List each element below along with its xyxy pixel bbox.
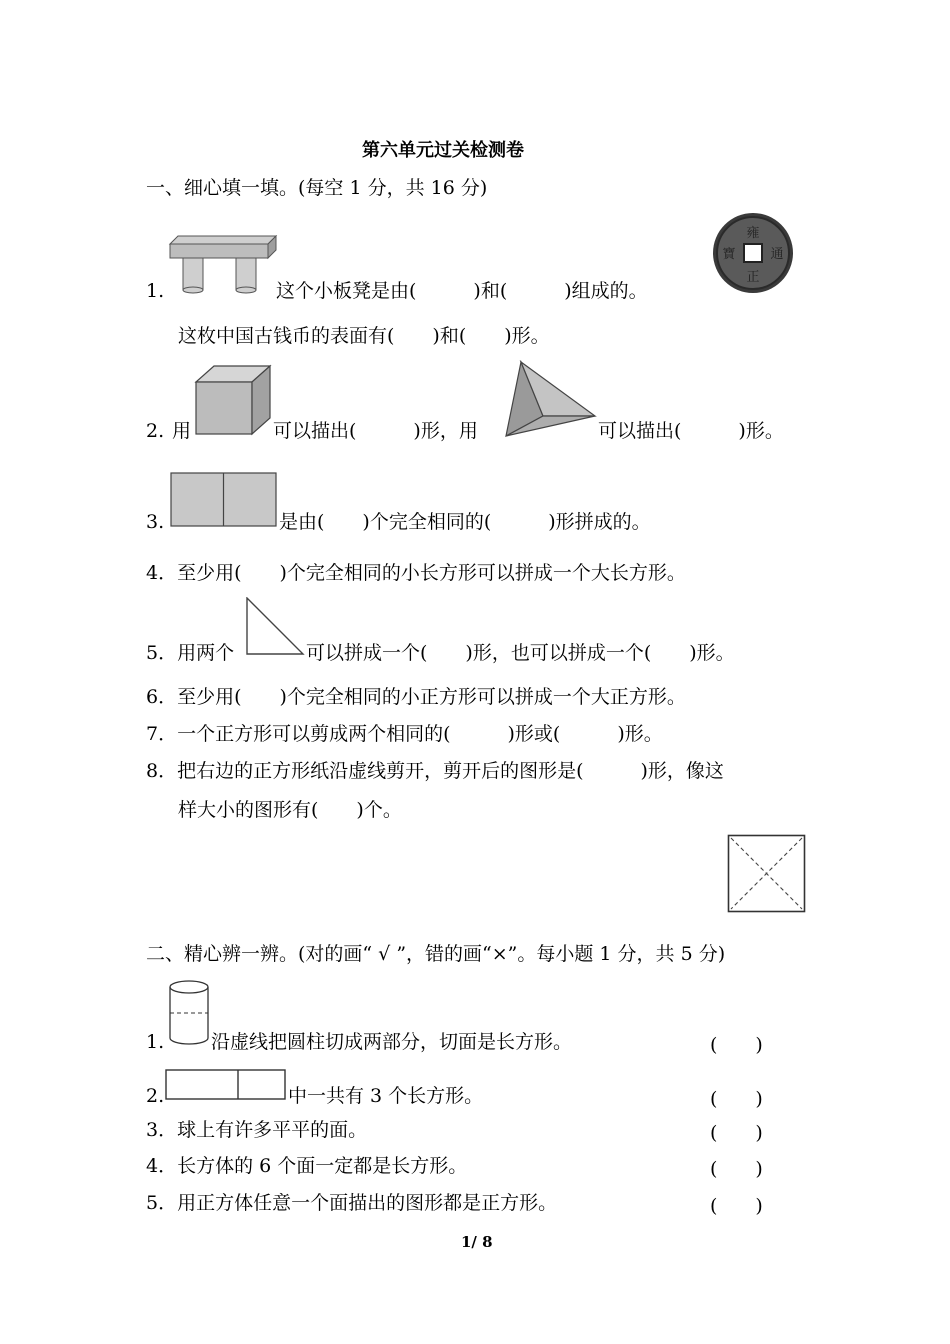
q8-text: 8．把右边的正方形纸沿虚线剪开，剪开后的图形是( )形，像这 [146,760,724,782]
q5-prefix: 5．用两个 [146,642,235,664]
s2-item1-text: 沿虚线把圆柱切成两部分，切面是长方形。 [211,1031,573,1053]
s2-item2-text: 中一共有 3 个长方形。 [288,1085,484,1107]
square-paper-dashed-diagonals [727,834,807,914]
q7-text: 7．一个正方形可以剪成两个相同的( )形或( )形。 [146,723,663,745]
s2-item5-answer[interactable]: ( ) [710,1195,763,1217]
coin-char-right: 通 [770,247,784,262]
rectangle-split-figure [165,1069,287,1101]
coin-char-top: 雍 [746,226,760,241]
s2-item4-text: 4．长方体的 6 个面一定都是长方形。 [146,1155,468,1177]
right-triangle-figure [246,597,306,657]
page-title: 第六单元过关检测卷 [362,140,524,161]
q1-number: 1. [146,280,165,302]
s2-item1-answer[interactable]: ( ) [710,1034,763,1056]
q2-suffix: 可以描出( )形。 [598,420,784,442]
cylinder-figure [168,979,210,1047]
q1-text: 这个小板凳是由( )和( )组成的。 [276,280,648,302]
stool-figure [168,235,278,297]
coin-char-left: 寶 [722,247,736,262]
q8-line2: 样大小的图形有( )个。 [178,799,402,821]
s2-item3-text: 3．球上有许多平平的面。 [146,1119,368,1141]
q2-prefix: 用 [172,420,192,442]
s2-item2-answer[interactable]: ( ) [710,1088,763,1110]
ancient-coin-figure [712,211,794,295]
two-squares-figure [170,472,278,528]
s2-item1-number: 1. [146,1031,165,1053]
q3-number: 3. [146,511,165,533]
section1-heading: 一、细心填一填。(每空 1 分，共 16 分) [146,177,488,199]
q4-text: 4．至少用( )个完全相同的小长方形可以拼成一个大长方形。 [146,562,686,584]
q2-number: 2. [146,420,165,442]
coin-char-bottom: 正 [746,270,760,285]
q6-text: 6．至少用( )个完全相同的小正方形可以拼成一个大正方形。 [146,686,686,708]
s2-item3-answer[interactable]: ( ) [710,1122,763,1144]
q1-line2: 这枚中国古钱币的表面有( )和( )形。 [178,325,550,347]
s2-item5-text: 5．用正方体任意一个面描出的图形都是正方形。 [146,1192,558,1214]
cube-figure [194,364,272,436]
s2-item4-answer[interactable]: ( ) [710,1158,763,1180]
q2-mid: 可以描出( )形，用 [273,420,478,442]
page-number: 1/ 8 [461,1233,493,1251]
triangular-pyramid-figure [505,360,597,438]
section2-heading: 二、精心辨一辨。(对的画“ √ ”，错的画“×”。每小题 1 分，共 5 分) [146,943,726,965]
q5-text: 可以拼成一个( )形，也可以拼成一个( )形。 [306,642,735,664]
s2-item2-number: 2. [146,1085,165,1107]
q3-text: 是由( )个完全相同的( )形拼成的。 [279,511,651,533]
